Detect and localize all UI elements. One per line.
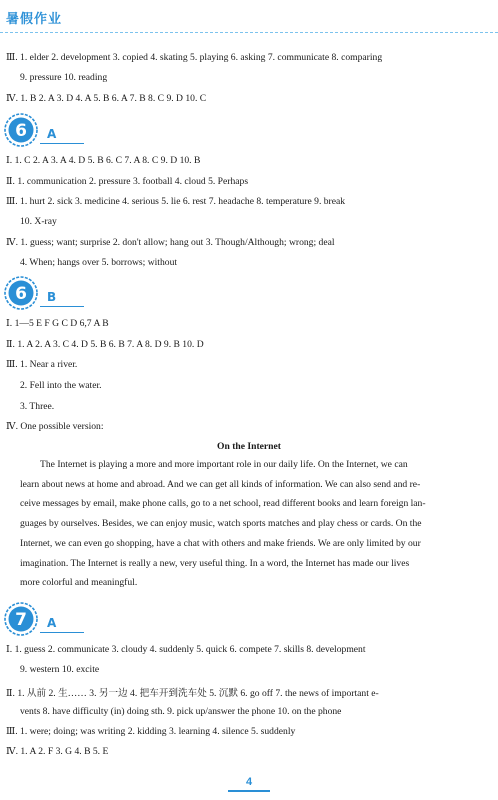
essay-line: more colorful and meaningful. bbox=[20, 577, 138, 589]
answer-line: 9. western 10. excite bbox=[20, 664, 100, 675]
unit-badge-6b bbox=[4, 276, 38, 310]
answer-line: Ⅲ. 1. hurt 2. sick 3. medicine 4. serious 5. lie 6. rest 7. headache 8. temperature 9. break bbox=[6, 196, 346, 207]
answer-line: Ⅳ. One possible version: bbox=[6, 421, 104, 432]
essay-paragraph bbox=[20, 455, 490, 593]
answer-line: 2. Fell into the water. bbox=[20, 380, 102, 391]
badge-number: 7 bbox=[15, 610, 27, 630]
badge-letter: A bbox=[47, 127, 57, 141]
essay-line: guages by ourselves. Besides, we can enjoy music, watch sports matches and play chess or cards. On the bbox=[20, 518, 422, 530]
answer-line: 9. pressure 10. reading bbox=[20, 72, 108, 83]
essay-line: Internet, we can even go shopping, have a chat with others and make friends. We are only limited by our bbox=[20, 537, 421, 549]
answer-line: Ⅳ. 1. A 2. F 3. G 4. B 5. E bbox=[6, 746, 109, 757]
answer-line: Ⅳ. 1. guess; want; surprise 2. don't allow; hang out 3. Though/Although; wrong; deal bbox=[6, 237, 335, 248]
badge-underline bbox=[40, 143, 84, 144]
unit-badge-6a bbox=[4, 113, 38, 147]
answer-line: 4. When; hangs over 5. borrows; without bbox=[20, 257, 178, 268]
essay-line: ceive messages by email, make phone calls, go to a net school, read different books and learn foreign lan- bbox=[20, 498, 426, 510]
page-number: 4 bbox=[245, 776, 253, 788]
answer-line: 10. X-ray bbox=[20, 216, 57, 227]
answer-line: Ⅰ. 1—5 E F G C D 6,7 A B bbox=[6, 318, 109, 329]
answer-line: Ⅲ. 1. Near a river. bbox=[6, 359, 78, 370]
answer-line: Ⅰ. 1. C 2. A 3. A 4. D 5. B 6. C 7. A 8. C 9. D 10. B bbox=[6, 155, 201, 166]
badge-letter: A bbox=[47, 616, 57, 630]
essay-line: imagination. The Internet is really a new, very useful thing. In a word, the Internet has made our lives bbox=[20, 557, 410, 569]
answer-line: 3. Three. bbox=[20, 401, 55, 412]
answer-line: Ⅳ. 1. B 2. A 3. D 4. A 5. B 6. A 7. B 8. C 9. D 10. C bbox=[6, 93, 207, 104]
badge-number: 6 bbox=[15, 121, 27, 141]
answer-line: Ⅲ. 1. elder 2. development 3. copied 4. skating 5. playing 6. asking 7. communicate 8. comparing bbox=[6, 52, 383, 63]
answer-line: Ⅱ. 1. 从前 2. 生…… 3. 另一边 4. 把车开到洗车处 5. 沉默 6. go off 7. the news of important e- bbox=[6, 688, 379, 699]
badge-underline bbox=[40, 632, 84, 633]
badge-letter: B bbox=[47, 290, 57, 304]
header-divider bbox=[0, 32, 498, 34]
answer-line: Ⅲ. 1. were; doing; was writing 2. kidding 3. learning 4. silence 5. suddenly bbox=[6, 726, 296, 737]
badge-number: 6 bbox=[15, 284, 27, 304]
essay-title: On the Internet bbox=[217, 441, 281, 452]
essay-line: learn about news at home and abroad. And we can get all kinds of information. We can also send and re- bbox=[20, 478, 421, 490]
page-number-underline bbox=[228, 790, 270, 792]
answer-line: vents 8. have difficulty (in) doing sth. 9. pick up/answer the phone 10. on the phone bbox=[20, 706, 342, 717]
answer-line: Ⅱ. 1. A 2. A 3. C 4. D 5. B 6. B 7. A 8. D 9. B 10. D bbox=[6, 339, 204, 350]
badge-underline bbox=[40, 306, 84, 307]
essay-line: The Internet is playing a more and more important role in our daily life. On the Internet, we can bbox=[40, 459, 408, 470]
header-title: 暑假作业 bbox=[6, 12, 63, 27]
answer-line: Ⅱ. 1. communication 2. pressure 3. football 4. cloud 5. Perhaps bbox=[6, 176, 249, 187]
answer-line: Ⅰ. 1. guess 2. communicate 3. cloudy 4. suddenly 5. quick 6. compete 7. skills 8. development bbox=[6, 644, 366, 655]
unit-badge-7a bbox=[4, 602, 38, 636]
